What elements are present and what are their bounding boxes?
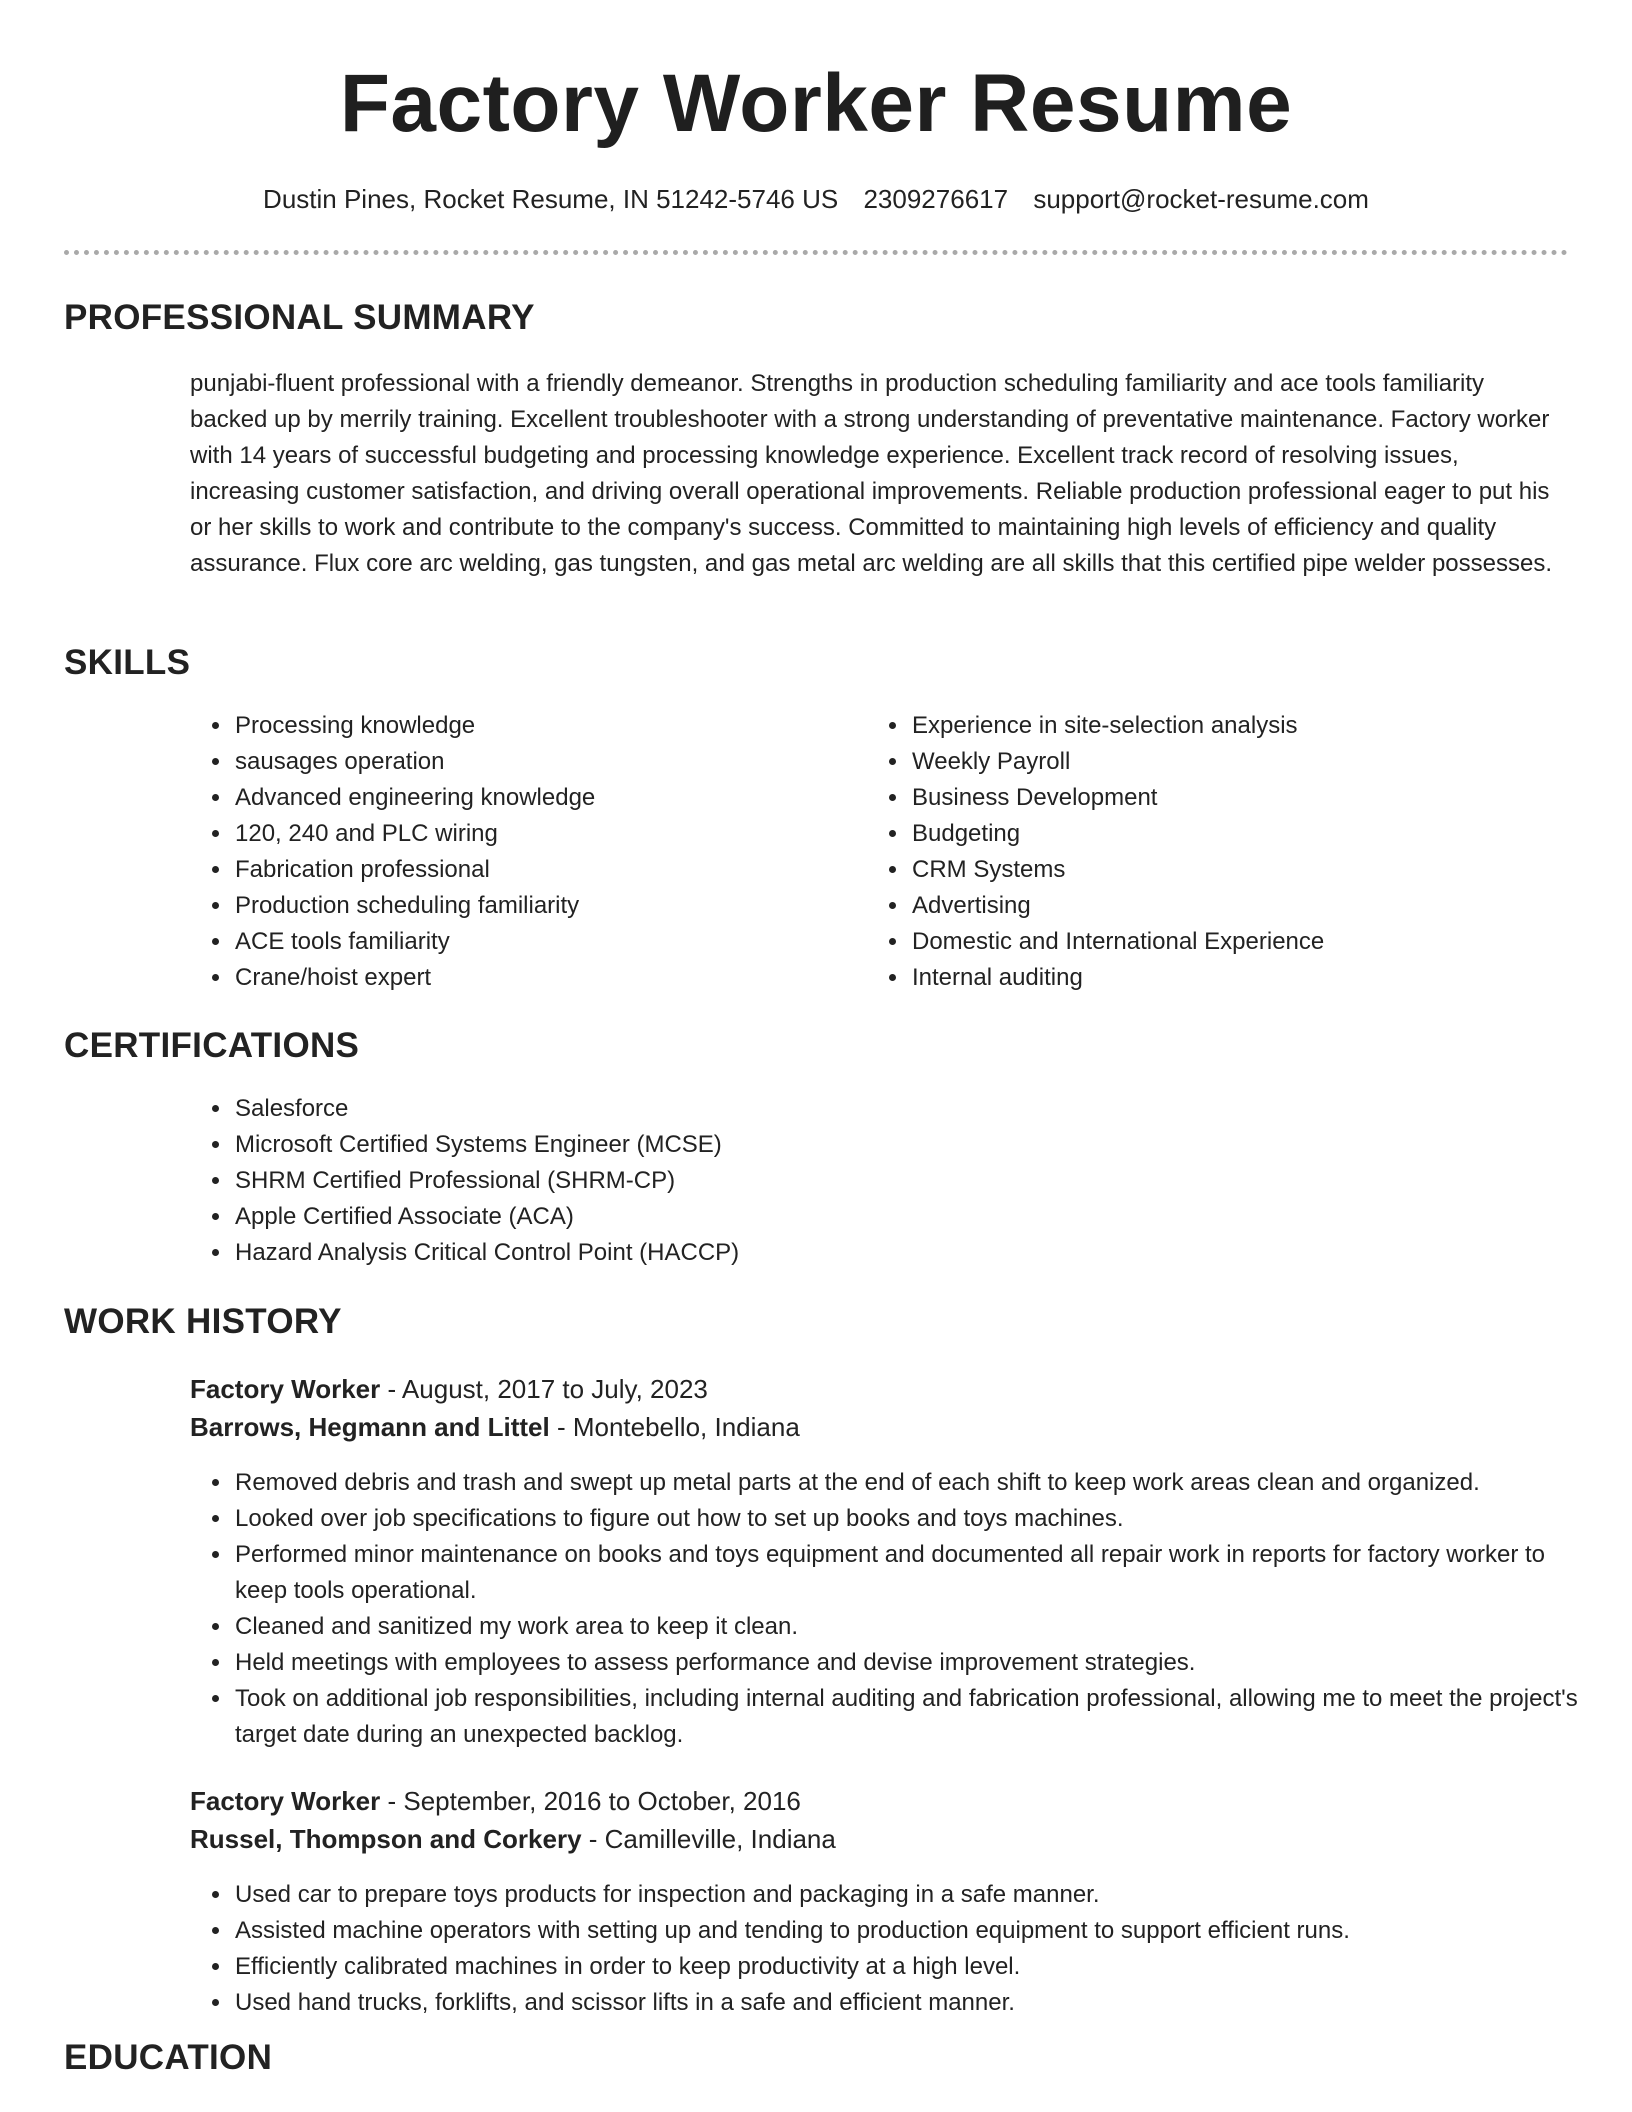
skills-heading: SKILLS <box>64 643 191 682</box>
list-item: • Salesforce <box>233 1091 1603 1127</box>
list-item: • Efficiently calibrated machines in order to keep productivity at a high level. <box>233 1949 1603 1985</box>
list-item: • Business Development <box>910 780 1600 816</box>
list-item: • Hazard Analysis Critical Control Point (HACCP) <box>233 1235 1603 1271</box>
list-item: • CRM Systems <box>910 852 1600 888</box>
list-item: • Experience in site-selection analysis <box>910 708 1600 744</box>
list-item: • Production scheduling familiarity <box>233 888 853 924</box>
work-history-heading: WORK HISTORY <box>64 1302 342 1341</box>
summary-text: punjabi-fluent professional with a friendly demeanor. Strengths in production scheduling familiarity and ace tools familiarity backed up by merrily training. Excellent troubleshooter with a strong understanding of preventative maintenance. Factory worker with 14 years of successful budgeting and processing knowledge experience. Excellent track record of resolving issues, increasing customer satisfaction, and driving overall operational improvements. Reliable production professional eager to put his or her skills to work and contribute to the company's success. Committed to maintaining high levels of efficiency and quality assurance. Flux core arc welding, gas tungsten, and gas metal arc welding are all skills that this certified pipe welder possesses. <box>190 370 1553 577</box>
list-item: • Crane/hoist expert <box>233 960 853 996</box>
job-title-line <box>190 1782 801 1820</box>
list-item: • Apple Certified Associate (ACA) <box>233 1199 1603 1235</box>
contact-email: support@rocket-resume.com <box>1033 184 1369 214</box>
contact-address: Dustin Pines, Rocket Resume, IN 51242-5746 US <box>263 184 839 214</box>
job-dates: - September, 2016 to October, 2016 <box>380 1786 801 1816</box>
list-item: • Performed minor maintenance on books and toys equipment and documented all repair work in reports for factory worker to keep tools operational. <box>233 1537 1603 1609</box>
list-item: • Assisted machine operators with setting up and tending to production equipment to support efficient runs. <box>233 1913 1603 1949</box>
list-item: • Internal auditing <box>910 960 1600 996</box>
list-item: • Used car to prepare toys products for inspection and packaging in a safe manner. <box>233 1877 1603 1913</box>
list-item: • Used hand trucks, forklifts, and scissor lifts in a safe and efficient manner. <box>233 1985 1603 2021</box>
certifications-list <box>190 1091 1603 1271</box>
job-location: - Montebello, Indiana <box>549 1412 800 1442</box>
job-title-line <box>190 1370 708 1408</box>
list-item: • Budgeting <box>910 816 1600 852</box>
job-title: Factory Worker <box>190 1786 381 1816</box>
education-heading: EDUCATION <box>64 2038 273 2077</box>
contact-line <box>0 181 1632 217</box>
list-item: • Took on additional job responsibilities, including internal auditing and fabrication professional, allowing me to meet the project's target date during an unexpected backlog. <box>233 1681 1603 1753</box>
list-item: • SHRM Certified Professional (SHRM-CP) <box>233 1163 1603 1199</box>
page-title: Factory Worker Resume <box>339 58 1293 149</box>
certifications-heading: CERTIFICATIONS <box>64 1026 360 1065</box>
job-company-line <box>190 1408 800 1446</box>
contact-phone: 2309276617 <box>863 184 1009 214</box>
job-title: Factory Worker <box>190 1374 381 1404</box>
list-item: • Advertising <box>910 888 1600 924</box>
list-item: • Cleaned and sanitized my work area to keep it clean. <box>233 1609 1603 1645</box>
summary-heading: PROFESSIONAL SUMMARY <box>64 298 535 337</box>
job-company: Barrows, Hegmann and Littel <box>190 1412 550 1442</box>
list-item: • Domestic and International Experience <box>910 924 1600 960</box>
job-company-line <box>190 1820 836 1858</box>
skills-list-right <box>867 708 1600 996</box>
list-item: • sausages operation <box>233 744 853 780</box>
job-bullets <box>190 1465 1603 1753</box>
job-company: Russel, Thompson and Corkery <box>190 1824 582 1854</box>
list-item: • 120, 240 and PLC wiring <box>233 816 853 852</box>
list-item: • Fabrication professional <box>233 852 853 888</box>
job-location: - Camilleville, Indiana <box>581 1824 836 1854</box>
job-dates: - August, 2017 to July, 2023 <box>380 1374 708 1404</box>
list-item: • Advanced engineering knowledge <box>233 780 853 816</box>
list-item: • ACE tools familiarity <box>233 924 853 960</box>
list-item: • Looked over job specifications to figure out how to set up books and toys machines. <box>233 1501 1603 1537</box>
list-item: • Held meetings with employees to assess performance and devise improvement strategies. <box>233 1645 1603 1681</box>
list-item: • Removed debris and trash and swept up metal parts at the end of each shift to keep work areas clean and organized. <box>233 1465 1603 1501</box>
header-divider <box>64 250 1568 255</box>
job-bullets <box>190 1877 1603 2021</box>
skills-list-left <box>190 708 853 996</box>
list-item: • Weekly Payroll <box>910 744 1600 780</box>
list-item: • Processing knowledge <box>233 708 853 744</box>
list-item: • Microsoft Certified Systems Engineer (MCSE) <box>233 1127 1603 1163</box>
